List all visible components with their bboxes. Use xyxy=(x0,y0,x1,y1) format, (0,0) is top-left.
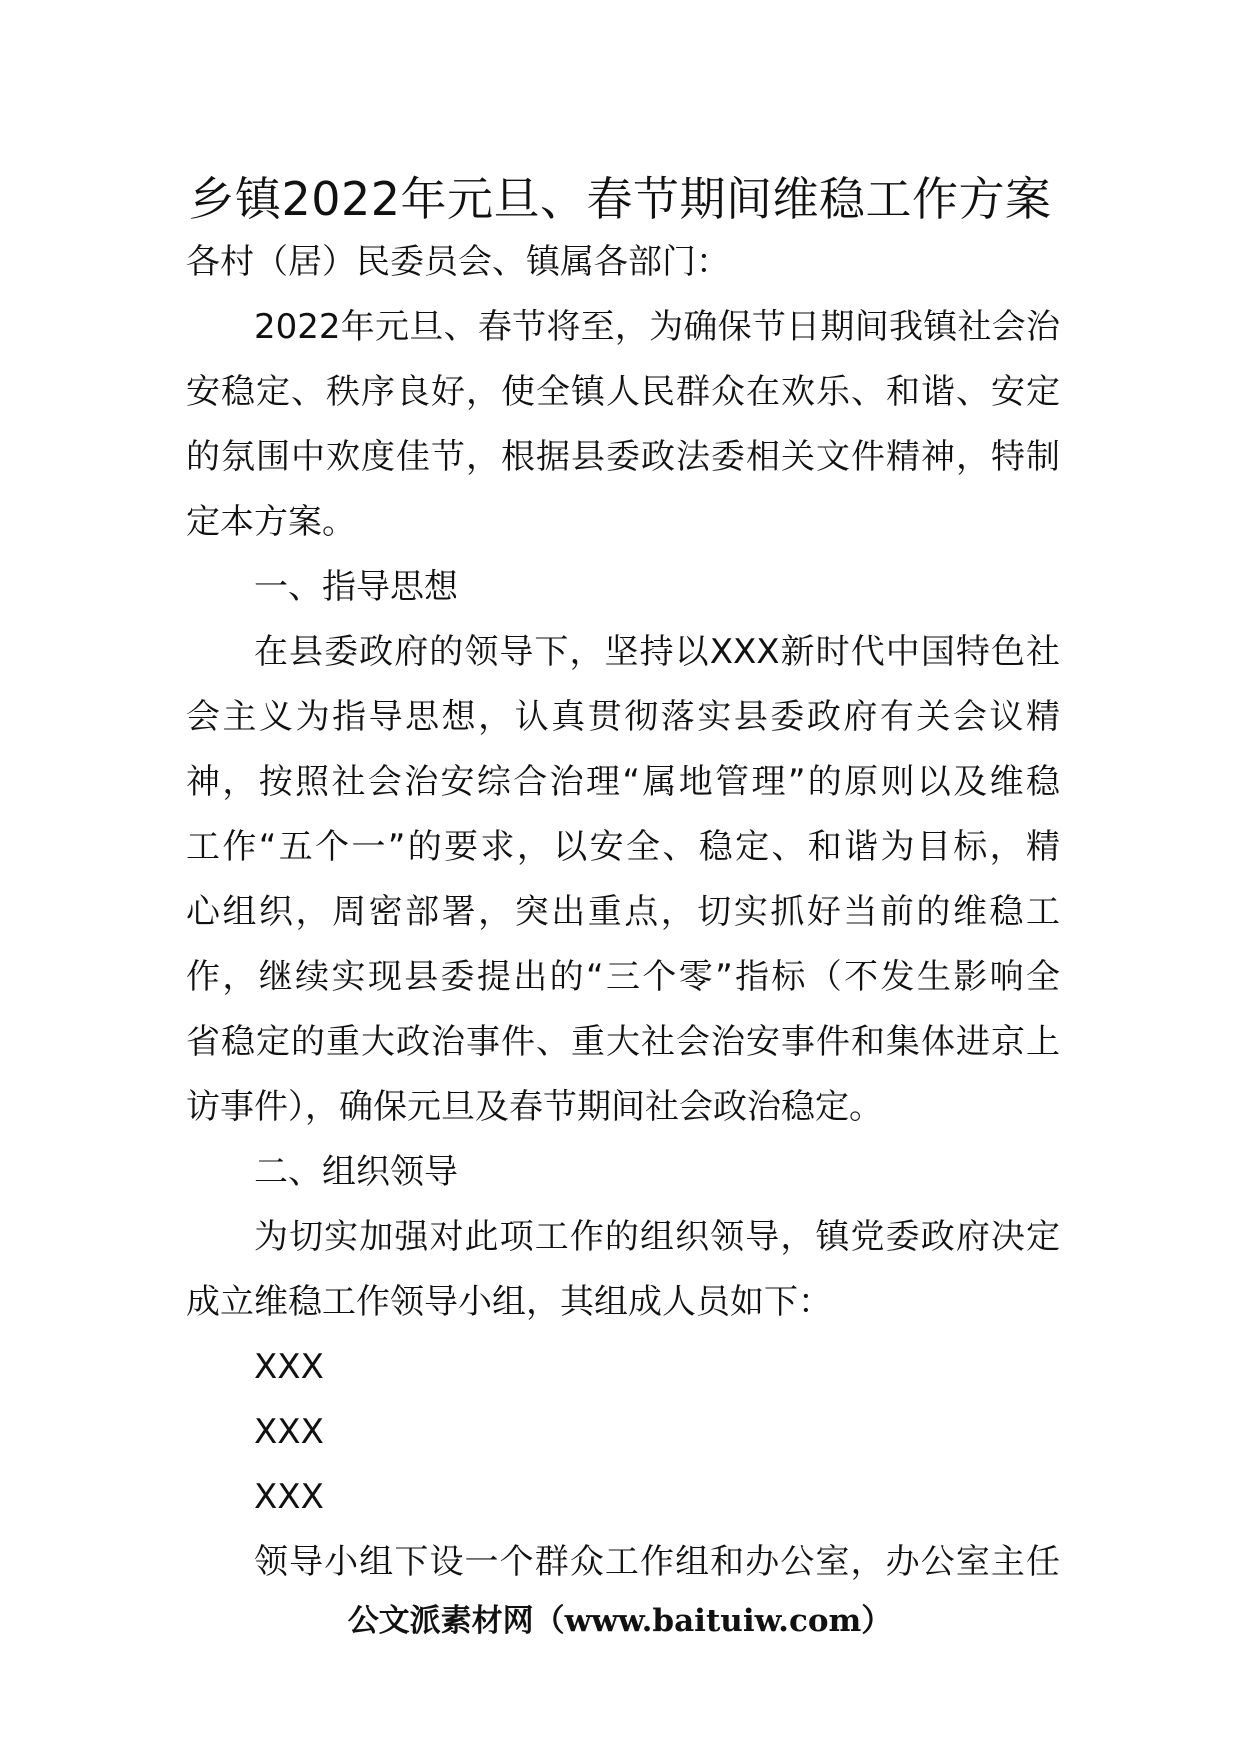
body-line: 为切实加强对此项工作的组织领导，镇党委政府决定 xyxy=(254,1217,1060,1257)
body-line: 的氛围中欢度佳节，根据县委政法委相关文件精神，特制 xyxy=(186,437,1060,477)
body-line: 成立维稳工作领导小组，其组成人员如下： xyxy=(186,1282,832,1322)
body-line: 神，按照社会治安综合治理“属地管理”的原则以及维稳 xyxy=(186,762,1060,802)
body-line: 省稳定的重大政治事件、重大社会治安事件和集体进京上 xyxy=(186,1022,1060,1062)
body-line: 二、组织领导 xyxy=(254,1152,458,1192)
footer-watermark: 公文派素材网（www.baituiw.com） xyxy=(347,1603,893,1639)
body-line: 安稳定、秩序良好，使全镇人民群众在欢乐、和谐、安定 xyxy=(186,372,1060,412)
body-line: 工作“五个一”的要求，以安全、稳定、和谐为目标，精 xyxy=(186,827,1060,867)
body-line: 定本方案。 xyxy=(186,502,356,542)
body-line: XXX xyxy=(254,1347,324,1387)
body-line: 2022年元旦、春节将至，为确保节日期间我镇社会治 xyxy=(254,307,1060,347)
body-line: XXX xyxy=(254,1412,324,1452)
body-line: 各村（居）民委员会、镇属各部门： xyxy=(186,242,730,282)
body-line: 一、指导思想 xyxy=(254,567,458,607)
document-body xyxy=(186,230,1060,1595)
body-line: 作，继续实现县委提出的“三个零”指标（不发生影响全 xyxy=(186,957,1060,997)
body-line: 会主义为指导思想，认真贯彻落实县委政府有关会议精 xyxy=(186,697,1060,737)
body-line: XXX xyxy=(254,1477,324,1517)
body-line: 心组织，周密部署，突出重点，切实抓好当前的维稳工 xyxy=(186,892,1060,932)
body-line: 访事件），确保元旦及春节期间社会政治稳定。 xyxy=(186,1087,883,1127)
document-title: 乡镇2022年元旦、春节期间维稳工作方案 xyxy=(188,172,1052,226)
body-line: 在县委政府的领导下，坚持以XXX新时代中国特色社 xyxy=(254,632,1060,672)
body-line: 领导小组下设一个群众工作组和办公室，办公室主任 xyxy=(254,1542,1060,1582)
